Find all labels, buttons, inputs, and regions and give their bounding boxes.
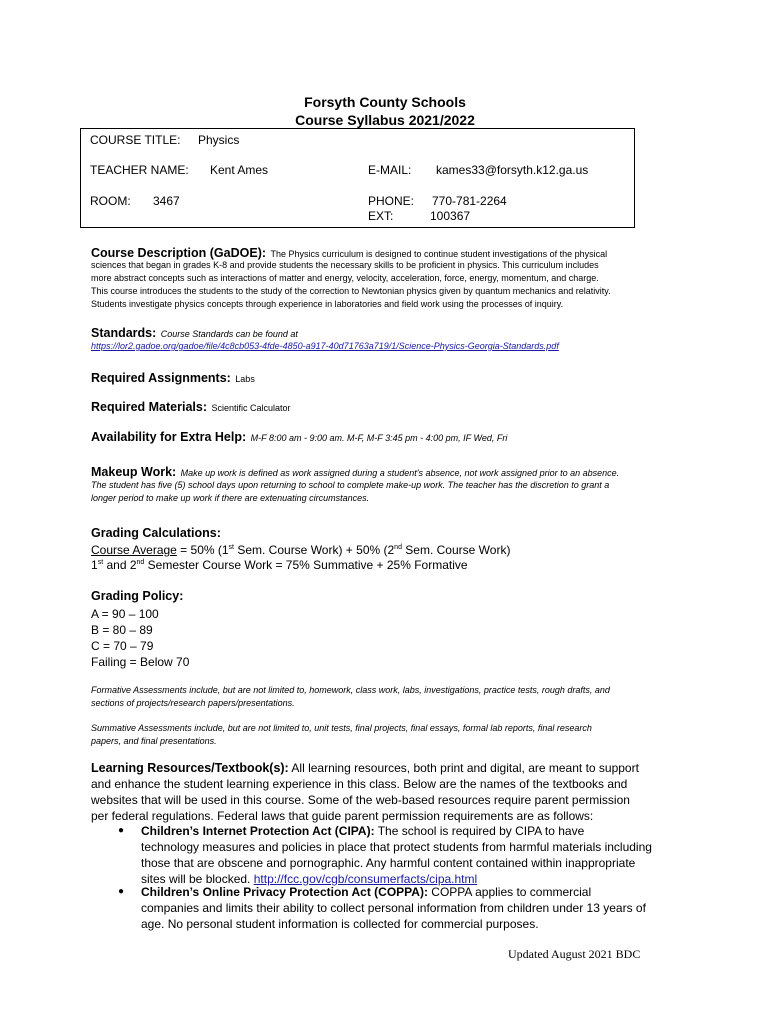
course-title-value: Physics [198, 133, 240, 147]
syllabus-title: Course Syllabus 2021/2022 [295, 112, 475, 128]
grade-item: Failing = Below 70 [91, 655, 190, 669]
required-materials-row [91, 398, 291, 416]
semester-weight-part-a: 1 [91, 558, 98, 572]
course-title-label: COURSE TITLE: [90, 133, 181, 147]
footer-updated: Updated August 2021 BDC [508, 947, 641, 961]
makeup-work-line-3: longer period to make up work if there are extenuating circumstances. [91, 493, 370, 503]
sup-first: st [97, 559, 104, 566]
cipa-title: Children’s Internet Protection Act (CIPA): [141, 824, 375, 838]
course-description-line-4: This course introduces the students to the study of the correction to Newtonian physics given by quantum mechanics and relativity. [91, 286, 611, 296]
email-label: E-MAIL: [368, 163, 412, 177]
cipa-link[interactable]: http://fcc.gov/cgb/consumerfacts/cipa.html [253, 872, 478, 886]
grade-item: A = 90 – 100 [91, 607, 159, 621]
formative-line-1: Formative Assessments include, but are not limited to, homework, class work, labs, investigations, practice tests, rough drafts, and [91, 685, 610, 695]
formative-line-2: sections of projects/research papers/presentations. [91, 698, 295, 708]
course-average-part-b: Sem. Course Work) + 50% (2 [234, 543, 395, 557]
course-description-line-3: more abstract concepts such as interactions of matter and energy, velocity, acceleration, force, energy, momentum, and charge. [91, 273, 599, 283]
room-value: 3467 [153, 194, 180, 208]
ext-value: 100367 [430, 209, 471, 223]
sup-first: st [228, 544, 234, 551]
sup-second: nd [394, 544, 402, 551]
extra-help-heading: Availability for Extra Help [91, 430, 242, 444]
summative-line-2: papers, and final presentations. [91, 736, 217, 746]
semester-weight-part-c: Semester Course Work = 75% Summative + 25% Formative [144, 558, 468, 572]
course-average-part-c: Sem. Course Work) [401, 543, 511, 557]
phone-label: PHONE: [368, 194, 415, 208]
required-materials-text: Scientific Calculator [211, 403, 291, 413]
school-title: Forsyth County Schools [304, 94, 466, 110]
course-description-text: The Physics curriculum is designed to continue student investigations of the physical [270, 249, 608, 259]
extra-help-row [91, 428, 507, 446]
required-materials-heading: Required Materials: [91, 400, 208, 414]
grading-policy-heading: Grading Policy: [91, 589, 184, 603]
cipa-text-end: sites will be blocked. [141, 872, 251, 886]
required-assignments-heading: Required Assignments: [91, 371, 231, 385]
grading-calculations-heading: Grading Calculations: [91, 526, 221, 540]
required-assignments-text: Labs [235, 374, 255, 384]
course-average-part-a: = 50% (1 [176, 543, 229, 557]
resources-text: All learning resources, both print and digital, are meant to support [291, 761, 639, 775]
extra-help-text: M-F 8:00 am - 9:00 am. M-F, M-F 3:45 pm - 4:00 pm, IF Wed, Fri [250, 433, 508, 443]
bullet-dot-icon: ● [118, 825, 125, 836]
makeup-work-line-1: Make up work is defined as work assigned during a student's absence, not work assigned prior to an absence. [180, 468, 620, 478]
coppa-text: COPPA applies to commercial [431, 885, 592, 899]
course-description-line-2: sciences that began in grades K-8 and provide students the necessary skills to be proficient in physics. This curriculum includes [91, 260, 599, 270]
teacher-name-label: TEACHER NAME: [90, 163, 189, 177]
coppa-line-1 [141, 884, 591, 900]
course-description-line-5: Students investigate physics concepts through experience in laboratories and field work using the processes of inquiry. [91, 299, 564, 309]
sup-second: nd [136, 559, 145, 566]
resources-heading: Learning Resources/Textbook(s): [91, 761, 289, 775]
grade-item: B = 80 – 89 [91, 623, 153, 637]
summative-line-1: Summative Assessments include, but are not limited to, unit tests, final projects, final essays, formal lab reports, final research [91, 723, 592, 733]
extra-help-colon: : [241, 430, 247, 444]
course-average-label: Course Average [91, 543, 177, 557]
resources-line-1 [91, 760, 639, 776]
cipa-line-2: technology measures and policies in place that protect students from harmful materials including [141, 840, 652, 854]
standards-link[interactable]: https://lor2.gadoe.org/gadoe/file/4c8cb053-4fde-4850-a917-40d71763a719/1/Science-Physics-Georgia-Standards.pdf [91, 341, 559, 351]
resources-line-3: websites that will be used in this course. Some of the web-based resources require parent permission [91, 793, 630, 807]
standards-heading: Standards: [91, 326, 157, 340]
bullet-dot-icon: ● [118, 886, 125, 897]
required-assignments-row [91, 369, 255, 387]
coppa-line-3: age. No personal student information is collected for commercial purposes. [141, 917, 539, 931]
resources-line-4: per federal regulations. Federal laws that guide parent permission requirements are as follows: [91, 809, 594, 823]
cipa-text: The school is required by CIPA to have [377, 824, 585, 838]
grade-item: C = 70 – 79 [91, 639, 154, 653]
course-average-line [91, 542, 510, 558]
semester-weight-part-b: and 2 [103, 558, 137, 572]
cipa-line-3: those that are obscene and pornographic. Any harmful content contained within inappropriate [141, 856, 636, 870]
semester-weight-line [91, 557, 468, 573]
cipa-line-1 [141, 823, 584, 839]
standards-text: Course Standards can be found at [160, 329, 298, 339]
coppa-title: Children’s Online Privacy Protection Act (COPPA): [141, 885, 428, 899]
teacher-name-value: Kent Ames [210, 163, 269, 177]
room-label: ROOM: [90, 194, 131, 208]
resources-line-2: and enhance the student learning experience in this class. Below are the names of the textbooks and [91, 777, 628, 791]
email-value: kames33@forsyth.k12.ga.us [436, 163, 589, 177]
coppa-line-2: companies and limits their ability to collect personal information from children under 13 years of [141, 901, 646, 915]
ext-label: EXT: [368, 209, 394, 223]
phone-value: 770-781-2264 [432, 194, 507, 208]
makeup-work-heading: Makeup Work: [91, 465, 177, 479]
course-description-heading: Course Description (GaDOE): [91, 246, 267, 260]
makeup-work-line-2: The student has five (5) school days upon returning to school to complete make-up work. The teacher has the discretion to grant a [91, 480, 610, 490]
